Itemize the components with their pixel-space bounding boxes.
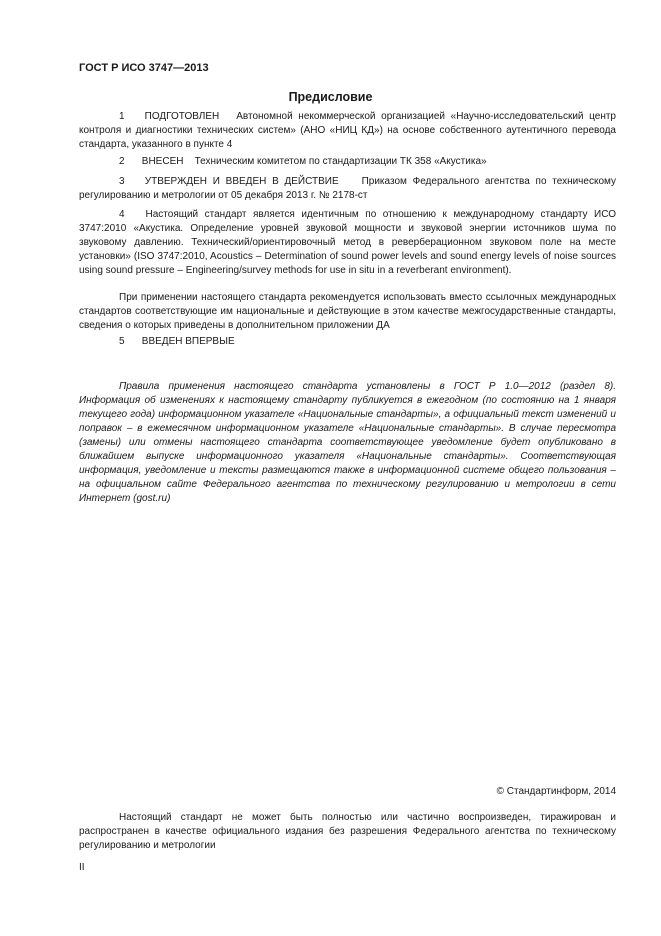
item-number: 4: [119, 209, 125, 220]
item-head: ВНЕСЕН: [141, 156, 184, 167]
rules-notice-text: Правила применения настоящего стандарта установлены в ГОСТ Р 1.0—2012 (раздел 8). Информация об изменениях к настоящему стандарту публикуется в ежегодном (по состоянию на 1 января текущего года) информационном указателе «Национальные стандарты», а официальный текст изменений и поправок – в ежемесячном информационном указателе «Национальные стандарты». В случае пересмотра (замены) или отмены настоящего стандарта соответствующее уведомление будет опубликовано в ближайшем выпуске информационного указателя «Национальные стандарты». Соответствующая информация, уведомление и тексты размещаются также в информационной системе общего пользования – на официальном сайте Федерального агентства по техническому регулированию и метрологии в сети Интернет (gost.ru): [79, 381, 616, 504]
item-text: Настоящий стандарт является идентичным по отношению к международному стандарту ИСО 3747:2010 «Акустика. Определение уровней звуковой мощности и звуковой энергии источников шума по звуковому давлению. Технический/ориентировочный метод в реверберационном звуковом поле на месте установки» (ISO 3747:2010, Acoustics – Determination of sound power levels and sound energy levels of noise sources using sound pressure – Engineering/survey methods for use in situ in a reverberant environment).: [79, 209, 616, 276]
page-title: Предисловие: [288, 90, 373, 104]
reproduction-notice: [79, 811, 616, 853]
standard-code: ГОСТ Р ИСО 3747—2013: [79, 62, 209, 74]
item-head: УТВЕРЖДЕН И ВВЕДЕН В ДЕЙСТВИЕ: [144, 176, 339, 187]
item-number: 1: [119, 111, 125, 122]
item-4-paragraph: [79, 291, 616, 333]
item-2: [79, 155, 616, 169]
item-text: Техническим комитетом по стандартизации ТК 358 «Акустика»: [194, 156, 487, 167]
item-number: 2: [119, 156, 125, 167]
item-4: [79, 208, 616, 278]
item-3: [79, 175, 616, 203]
rules-notice: [79, 380, 616, 506]
reproduction-notice-text: Настоящий стандарт не может быть полностью или частично воспроизведен, тиражирован и распространен в качестве официального издания без разрешения Федерального агентства по техническому регулированию и метрологии: [79, 812, 616, 851]
item-head: ПОДГОТОВЛЕН: [144, 111, 220, 122]
item-1: [79, 110, 616, 152]
item-head: ВВЕДЕН ВПЕРВЫЕ: [141, 336, 235, 347]
item-number: 3: [119, 176, 125, 187]
item-text: Приказом Федерального агентства по техническому регулированию и метрологии от 05 декабря 2013 г. № 2178-ст: [79, 176, 616, 201]
copyright: © Стандартинформ, 2014: [496, 786, 616, 797]
item-text: При применении настоящего стандарта рекомендуется использовать вместо ссылочных международных стандартов соответствующие им национальные и действующие в этом качестве межгосударственные стандарты, сведения о которых приведены в дополнительном приложении ДА: [79, 292, 616, 331]
item-text: Автономной некоммерческой организацией «Научно-исследовательский центр контроля и диагностики технических систем» (АНО «НИЦ КД») на основе собственного аутентичного перевода стандарта, указанного в пункте 4: [79, 111, 616, 150]
page-number: II: [79, 862, 85, 873]
item-5: [79, 335, 616, 349]
item-number: 5: [119, 336, 125, 347]
